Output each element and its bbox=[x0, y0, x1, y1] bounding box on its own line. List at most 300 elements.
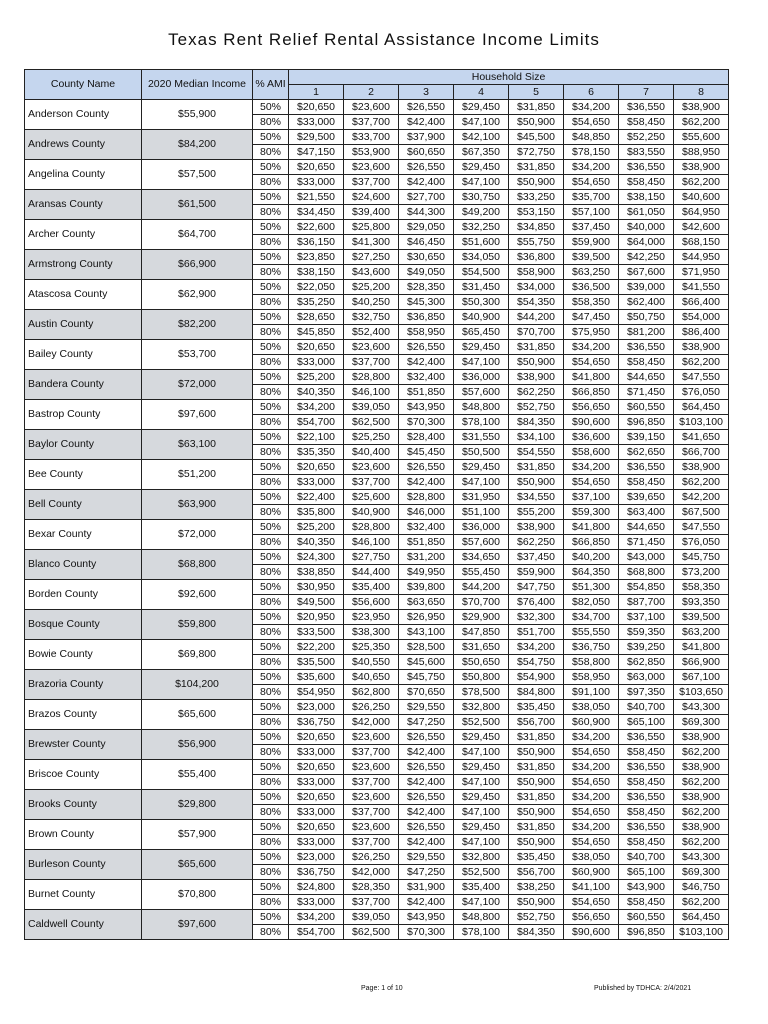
income-limit-cell: $67,600 bbox=[619, 265, 674, 280]
median-income-cell: $57,500 bbox=[142, 160, 253, 190]
income-limit-cell: $54,750 bbox=[509, 655, 564, 670]
income-limit-cell: $29,450 bbox=[454, 790, 509, 805]
median-income-cell: $53,700 bbox=[142, 340, 253, 370]
percent-ami-cell: 80% bbox=[253, 385, 289, 400]
income-limit-cell: $70,300 bbox=[399, 415, 454, 430]
income-limit-cell: $33,000 bbox=[289, 115, 344, 130]
income-limit-cell: $33,000 bbox=[289, 775, 344, 790]
income-limit-cell: $34,200 bbox=[564, 790, 619, 805]
income-limit-cell: $56,600 bbox=[344, 595, 399, 610]
county-name-cell: Bastrop County bbox=[25, 400, 142, 430]
income-limit-cell: $38,050 bbox=[564, 700, 619, 715]
income-limit-cell: $31,850 bbox=[509, 730, 564, 745]
income-limit-cell: $43,000 bbox=[619, 550, 674, 565]
income-limit-cell: $27,750 bbox=[344, 550, 399, 565]
income-limit-cell: $43,600 bbox=[344, 265, 399, 280]
income-limit-cell: $28,650 bbox=[289, 310, 344, 325]
median-income-cell: $84,200 bbox=[142, 130, 253, 160]
income-limit-cell: $40,250 bbox=[344, 295, 399, 310]
income-limit-cell: $103,650 bbox=[674, 685, 729, 700]
table-row bbox=[25, 820, 729, 835]
income-limit-cell: $50,900 bbox=[509, 115, 564, 130]
income-limit-cell: $38,900 bbox=[674, 790, 729, 805]
income-limit-cell: $25,200 bbox=[289, 520, 344, 535]
income-limit-cell: $31,550 bbox=[454, 430, 509, 445]
income-limit-cell: $20,650 bbox=[289, 730, 344, 745]
county-name-cell: Andrews County bbox=[25, 130, 142, 160]
median-income-cell: $62,900 bbox=[142, 280, 253, 310]
percent-ami-cell: 50% bbox=[253, 880, 289, 895]
county-name-cell: Bailey County bbox=[25, 340, 142, 370]
income-limit-cell: $50,650 bbox=[454, 655, 509, 670]
income-limit-cell: $78,150 bbox=[564, 145, 619, 160]
percent-ami-cell: 80% bbox=[253, 415, 289, 430]
income-limit-cell: $26,550 bbox=[399, 760, 454, 775]
household-size-col-header: 7 bbox=[619, 85, 674, 100]
table-row bbox=[25, 490, 729, 505]
income-limit-cell: $23,600 bbox=[344, 760, 399, 775]
income-limit-cell: $67,350 bbox=[454, 145, 509, 160]
household-size-col-header: 2 bbox=[344, 85, 399, 100]
income-limit-cell: $42,600 bbox=[674, 220, 729, 235]
income-limit-cell: $70,700 bbox=[509, 325, 564, 340]
income-limit-cell: $51,850 bbox=[399, 385, 454, 400]
percent-ami-cell: 80% bbox=[253, 115, 289, 130]
income-limit-cell: $62,200 bbox=[674, 355, 729, 370]
percent-ami-cell: 50% bbox=[253, 610, 289, 625]
income-limit-cell: $91,100 bbox=[564, 685, 619, 700]
income-limit-cell: $26,250 bbox=[344, 700, 399, 715]
table-row bbox=[25, 400, 729, 415]
income-limit-cell: $42,400 bbox=[399, 355, 454, 370]
income-limit-cell: $45,500 bbox=[509, 130, 564, 145]
income-limit-cell: $70,300 bbox=[399, 925, 454, 940]
income-limit-cell: $70,700 bbox=[454, 595, 509, 610]
income-limits-table bbox=[24, 69, 729, 940]
income-limit-cell: $62,500 bbox=[344, 415, 399, 430]
income-limit-cell: $42,400 bbox=[399, 175, 454, 190]
median-income-cell: $55,400 bbox=[142, 760, 253, 790]
income-limit-cell: $27,700 bbox=[399, 190, 454, 205]
income-limit-cell: $44,200 bbox=[509, 310, 564, 325]
percent-ami-cell: 50% bbox=[253, 700, 289, 715]
income-limit-cell: $51,600 bbox=[454, 235, 509, 250]
income-limit-cell: $33,250 bbox=[509, 190, 564, 205]
income-limit-cell: $60,550 bbox=[619, 910, 674, 925]
income-limit-cell: $103,100 bbox=[674, 925, 729, 940]
county-name-cell: Blanco County bbox=[25, 550, 142, 580]
income-limit-cell: $23,600 bbox=[344, 100, 399, 115]
income-limit-cell: $31,650 bbox=[454, 640, 509, 655]
percent-ami-cell: 50% bbox=[253, 790, 289, 805]
income-limit-cell: $30,950 bbox=[289, 580, 344, 595]
income-limit-cell: $30,750 bbox=[454, 190, 509, 205]
income-limit-cell: $47,100 bbox=[454, 805, 509, 820]
income-limit-cell: $29,450 bbox=[454, 730, 509, 745]
income-limit-cell: $42,400 bbox=[399, 835, 454, 850]
income-limit-cell: $58,350 bbox=[564, 295, 619, 310]
household-size-header: Household Size bbox=[289, 70, 729, 85]
income-limit-cell: $78,100 bbox=[454, 415, 509, 430]
income-limit-cell: $58,450 bbox=[619, 805, 674, 820]
household-size-col-header: 6 bbox=[564, 85, 619, 100]
income-limit-cell: $36,600 bbox=[564, 430, 619, 445]
income-limit-cell: $35,450 bbox=[509, 850, 564, 865]
income-limit-cell: $22,200 bbox=[289, 640, 344, 655]
median-income-cell: $72,000 bbox=[142, 520, 253, 550]
income-limit-cell: $40,000 bbox=[619, 220, 674, 235]
percent-ami-cell: 80% bbox=[253, 745, 289, 760]
income-limit-cell: $36,750 bbox=[564, 640, 619, 655]
income-limit-cell: $69,300 bbox=[674, 715, 729, 730]
household-size-col-header: 1 bbox=[289, 85, 344, 100]
income-limit-cell: $36,550 bbox=[619, 820, 674, 835]
income-limit-cell: $37,100 bbox=[564, 490, 619, 505]
income-limit-cell: $38,900 bbox=[509, 520, 564, 535]
income-limit-cell: $57,600 bbox=[454, 385, 509, 400]
income-limit-cell: $33,000 bbox=[289, 745, 344, 760]
income-limit-cell: $23,000 bbox=[289, 700, 344, 715]
percent-ami-cell: 80% bbox=[253, 205, 289, 220]
income-limit-cell: $40,700 bbox=[619, 700, 674, 715]
income-limit-cell: $68,150 bbox=[674, 235, 729, 250]
income-limit-cell: $40,350 bbox=[289, 385, 344, 400]
income-limit-cell: $62,200 bbox=[674, 805, 729, 820]
income-limit-cell: $41,650 bbox=[674, 430, 729, 445]
median-income-cell: $65,600 bbox=[142, 700, 253, 730]
income-limit-cell: $71,450 bbox=[619, 385, 674, 400]
income-limit-cell: $58,950 bbox=[399, 325, 454, 340]
income-limit-cell: $58,450 bbox=[619, 355, 674, 370]
income-limit-cell: $58,900 bbox=[509, 265, 564, 280]
income-limit-cell: $23,600 bbox=[344, 730, 399, 745]
income-limit-cell: $42,400 bbox=[399, 895, 454, 910]
income-limit-cell: $50,900 bbox=[509, 895, 564, 910]
county-name-cell: Burnet County bbox=[25, 880, 142, 910]
percent-ami-cell: 50% bbox=[253, 910, 289, 925]
income-limit-cell: $58,800 bbox=[564, 655, 619, 670]
table-row bbox=[25, 700, 729, 715]
income-limit-cell: $46,450 bbox=[399, 235, 454, 250]
income-limit-cell: $45,750 bbox=[399, 670, 454, 685]
income-limit-cell: $42,400 bbox=[399, 115, 454, 130]
income-limit-cell: $73,200 bbox=[674, 565, 729, 580]
income-limit-cell: $37,450 bbox=[509, 550, 564, 565]
income-limit-cell: $68,800 bbox=[619, 565, 674, 580]
income-limit-cell: $23,600 bbox=[344, 340, 399, 355]
income-limit-cell: $24,800 bbox=[289, 880, 344, 895]
table-row bbox=[25, 220, 729, 235]
income-limit-cell: $41,300 bbox=[344, 235, 399, 250]
income-limit-cell: $36,750 bbox=[289, 715, 344, 730]
income-limit-cell: $86,400 bbox=[674, 325, 729, 340]
income-limit-cell: $50,300 bbox=[454, 295, 509, 310]
table-row bbox=[25, 580, 729, 595]
county-name-cell: Bowie County bbox=[25, 640, 142, 670]
income-limit-cell: $50,750 bbox=[619, 310, 674, 325]
income-limit-cell: $52,250 bbox=[619, 130, 674, 145]
income-limit-cell: $44,650 bbox=[619, 520, 674, 535]
county-name-cell: Bosque County bbox=[25, 610, 142, 640]
income-limit-cell: $28,350 bbox=[399, 280, 454, 295]
income-limit-cell: $76,050 bbox=[674, 535, 729, 550]
income-limit-cell: $96,850 bbox=[619, 415, 674, 430]
income-limit-cell: $30,650 bbox=[399, 250, 454, 265]
table-row bbox=[25, 520, 729, 535]
income-limit-cell: $26,550 bbox=[399, 160, 454, 175]
percent-ami-cell: 50% bbox=[253, 160, 289, 175]
income-limit-cell: $49,050 bbox=[399, 265, 454, 280]
income-limit-cell: $36,550 bbox=[619, 340, 674, 355]
income-limit-cell: $47,100 bbox=[454, 475, 509, 490]
published-note: Published by TDHCA: 2/4/2021 bbox=[594, 985, 692, 992]
page-number: Page: 1 of 10 bbox=[361, 985, 403, 992]
income-limit-cell: $35,250 bbox=[289, 295, 344, 310]
table-row bbox=[25, 370, 729, 385]
income-limit-cell: $54,950 bbox=[289, 685, 344, 700]
percent-ami-cell: 50% bbox=[253, 760, 289, 775]
income-limit-cell: $38,900 bbox=[674, 160, 729, 175]
income-limit-cell: $54,650 bbox=[564, 115, 619, 130]
median-income-cell: $55,900 bbox=[142, 100, 253, 130]
percent-ami-cell: 80% bbox=[253, 235, 289, 250]
income-limit-cell: $38,900 bbox=[674, 820, 729, 835]
income-limit-cell: $58,450 bbox=[619, 775, 674, 790]
income-limit-cell: $36,800 bbox=[509, 250, 564, 265]
income-limit-cell: $41,800 bbox=[564, 370, 619, 385]
income-limit-cell: $36,000 bbox=[454, 370, 509, 385]
income-limit-cell: $25,250 bbox=[344, 430, 399, 445]
income-limit-cell: $35,600 bbox=[289, 670, 344, 685]
percent-ami-cell: 50% bbox=[253, 850, 289, 865]
table-row bbox=[25, 310, 729, 325]
income-limit-cell: $63,650 bbox=[399, 595, 454, 610]
income-limit-cell: $52,400 bbox=[344, 325, 399, 340]
income-limit-cell: $50,900 bbox=[509, 775, 564, 790]
income-limit-cell: $37,700 bbox=[344, 475, 399, 490]
income-limit-cell: $34,000 bbox=[509, 280, 564, 295]
income-limit-cell: $42,250 bbox=[619, 250, 674, 265]
income-limit-cell: $76,050 bbox=[674, 385, 729, 400]
income-limit-cell: $20,650 bbox=[289, 160, 344, 175]
income-limit-cell: $41,800 bbox=[674, 640, 729, 655]
county-name-cell: Austin County bbox=[25, 310, 142, 340]
table-row bbox=[25, 670, 729, 685]
household-size-col-header: 3 bbox=[399, 85, 454, 100]
income-limit-cell: $47,850 bbox=[454, 625, 509, 640]
income-limit-cell: $55,750 bbox=[509, 235, 564, 250]
income-limit-cell: $44,400 bbox=[344, 565, 399, 580]
income-limit-cell: $37,700 bbox=[344, 895, 399, 910]
income-limit-cell: $33,000 bbox=[289, 475, 344, 490]
percent-ami-cell: 80% bbox=[253, 295, 289, 310]
income-limit-cell: $27,250 bbox=[344, 250, 399, 265]
income-limit-cell: $66,900 bbox=[674, 655, 729, 670]
median-income-cell: $57,900 bbox=[142, 820, 253, 850]
income-limit-cell: $71,450 bbox=[619, 535, 674, 550]
income-limit-cell: $90,600 bbox=[564, 415, 619, 430]
income-limit-cell: $54,900 bbox=[509, 670, 564, 685]
income-limit-cell: $62,200 bbox=[674, 895, 729, 910]
income-limit-cell: $34,050 bbox=[454, 250, 509, 265]
table-row bbox=[25, 790, 729, 805]
income-limit-cell: $63,000 bbox=[619, 670, 674, 685]
income-limit-cell: $54,000 bbox=[674, 310, 729, 325]
income-limit-cell: $54,650 bbox=[564, 175, 619, 190]
income-limit-cell: $32,300 bbox=[509, 610, 564, 625]
income-limit-cell: $36,500 bbox=[564, 280, 619, 295]
income-limit-cell: $62,650 bbox=[619, 445, 674, 460]
percent-ami-cell: 50% bbox=[253, 100, 289, 115]
income-limit-cell: $35,350 bbox=[289, 445, 344, 460]
income-limit-cell: $37,900 bbox=[399, 130, 454, 145]
table-row bbox=[25, 100, 729, 115]
income-limit-cell: $40,650 bbox=[344, 670, 399, 685]
income-limit-cell: $25,600 bbox=[344, 490, 399, 505]
income-limit-cell: $42,100 bbox=[454, 130, 509, 145]
income-limit-cell: $62,200 bbox=[674, 775, 729, 790]
income-limit-cell: $38,850 bbox=[289, 565, 344, 580]
county-name-cell: Bee County bbox=[25, 460, 142, 490]
income-limit-cell: $38,050 bbox=[564, 850, 619, 865]
income-limit-cell: $36,550 bbox=[619, 760, 674, 775]
income-limit-cell: $97,350 bbox=[619, 685, 674, 700]
income-limit-cell: $51,700 bbox=[509, 625, 564, 640]
income-limit-cell: $50,900 bbox=[509, 835, 564, 850]
income-limit-cell: $34,100 bbox=[509, 430, 564, 445]
income-limit-cell: $78,100 bbox=[454, 925, 509, 940]
income-limit-cell: $38,300 bbox=[344, 625, 399, 640]
income-limit-cell: $42,400 bbox=[399, 475, 454, 490]
income-limit-cell: $66,700 bbox=[674, 445, 729, 460]
percent-ami-cell: 80% bbox=[253, 325, 289, 340]
income-limit-cell: $58,350 bbox=[674, 580, 729, 595]
income-limit-cell: $67,500 bbox=[674, 505, 729, 520]
median-income-cell: $51,200 bbox=[142, 460, 253, 490]
income-limit-cell: $57,100 bbox=[564, 205, 619, 220]
income-limit-cell: $64,450 bbox=[674, 910, 729, 925]
income-limit-cell: $35,400 bbox=[344, 580, 399, 595]
income-limit-cell: $62,800 bbox=[344, 685, 399, 700]
percent-ami-cell: 50% bbox=[253, 340, 289, 355]
income-limit-cell: $20,950 bbox=[289, 610, 344, 625]
income-limit-cell: $58,950 bbox=[564, 670, 619, 685]
income-limit-cell: $47,550 bbox=[674, 370, 729, 385]
county-name-cell: Anderson County bbox=[25, 100, 142, 130]
income-limit-cell: $59,900 bbox=[564, 235, 619, 250]
percent-ami-cell: 80% bbox=[253, 535, 289, 550]
income-limit-cell: $33,000 bbox=[289, 355, 344, 370]
county-name-cell: Brown County bbox=[25, 820, 142, 850]
income-limit-cell: $52,500 bbox=[454, 715, 509, 730]
table-row bbox=[25, 730, 729, 745]
income-limit-cell: $34,200 bbox=[564, 820, 619, 835]
percent-ami-cell: 80% bbox=[253, 445, 289, 460]
income-limit-cell: $26,550 bbox=[399, 100, 454, 115]
income-limit-cell: $87,700 bbox=[619, 595, 674, 610]
income-limit-cell: $40,400 bbox=[344, 445, 399, 460]
income-limit-cell: $83,550 bbox=[619, 145, 674, 160]
income-limit-cell: $25,200 bbox=[344, 280, 399, 295]
income-limit-cell: $29,450 bbox=[454, 460, 509, 475]
income-limit-cell: $62,500 bbox=[344, 925, 399, 940]
income-limit-cell: $62,250 bbox=[509, 385, 564, 400]
income-limit-cell: $39,500 bbox=[674, 610, 729, 625]
income-limit-cell: $46,100 bbox=[344, 385, 399, 400]
income-limit-cell: $33,000 bbox=[289, 835, 344, 850]
income-limit-cell: $65,450 bbox=[454, 325, 509, 340]
income-limit-cell: $20,650 bbox=[289, 340, 344, 355]
income-limit-cell: $66,850 bbox=[564, 535, 619, 550]
income-limit-cell: $40,600 bbox=[674, 190, 729, 205]
income-limit-cell: $54,500 bbox=[454, 265, 509, 280]
percent-ami-cell: 80% bbox=[253, 715, 289, 730]
income-limit-cell: $39,000 bbox=[619, 280, 674, 295]
income-limit-cell: $59,900 bbox=[509, 565, 564, 580]
percent-ami-cell: 80% bbox=[253, 475, 289, 490]
income-limit-cell: $33,700 bbox=[344, 130, 399, 145]
income-limit-cell: $62,250 bbox=[509, 535, 564, 550]
percent-ami-cell: 50% bbox=[253, 280, 289, 295]
percent-ami-cell: 80% bbox=[253, 775, 289, 790]
income-limit-cell: $31,850 bbox=[509, 820, 564, 835]
household-size-col-header: 5 bbox=[509, 85, 564, 100]
income-limit-cell: $53,900 bbox=[344, 145, 399, 160]
income-limit-cell: $51,100 bbox=[454, 505, 509, 520]
percent-ami-cell: 50% bbox=[253, 370, 289, 385]
income-limit-cell: $51,850 bbox=[399, 535, 454, 550]
income-limit-cell: $34,450 bbox=[289, 205, 344, 220]
county-name-cell: Brazos County bbox=[25, 700, 142, 730]
income-limit-cell: $84,350 bbox=[509, 415, 564, 430]
income-limit-cell: $31,850 bbox=[509, 760, 564, 775]
income-limit-cell: $23,950 bbox=[344, 610, 399, 625]
median-income-cell: $92,600 bbox=[142, 580, 253, 610]
median-income-cell: $82,200 bbox=[142, 310, 253, 340]
income-limit-cell: $29,450 bbox=[454, 760, 509, 775]
income-limit-cell: $26,550 bbox=[399, 340, 454, 355]
income-limit-cell: $42,000 bbox=[344, 715, 399, 730]
income-limit-cell: $38,900 bbox=[674, 730, 729, 745]
income-limit-cell: $47,100 bbox=[454, 895, 509, 910]
income-limit-cell: $65,100 bbox=[619, 715, 674, 730]
median-income-header: 2020 Median Income bbox=[142, 70, 253, 100]
income-limit-cell: $29,450 bbox=[454, 160, 509, 175]
income-limit-cell: $23,600 bbox=[344, 160, 399, 175]
income-limit-cell: $58,450 bbox=[619, 895, 674, 910]
income-limit-cell: $39,800 bbox=[399, 580, 454, 595]
table-row bbox=[25, 550, 729, 565]
income-limit-cell: $45,450 bbox=[399, 445, 454, 460]
income-limit-cell: $24,300 bbox=[289, 550, 344, 565]
income-limit-cell: $71,950 bbox=[674, 265, 729, 280]
income-limit-cell: $50,800 bbox=[454, 670, 509, 685]
percent-ami-cell: 80% bbox=[253, 595, 289, 610]
income-limit-cell: $65,100 bbox=[619, 865, 674, 880]
income-limit-cell: $47,250 bbox=[399, 715, 454, 730]
income-limit-cell: $40,200 bbox=[564, 550, 619, 565]
income-limit-cell: $33,500 bbox=[289, 625, 344, 640]
income-limit-cell: $40,900 bbox=[454, 310, 509, 325]
income-limit-cell: $34,200 bbox=[564, 460, 619, 475]
income-limit-cell: $63,200 bbox=[674, 625, 729, 640]
income-limit-cell: $57,600 bbox=[454, 535, 509, 550]
income-limit-cell: $46,100 bbox=[344, 535, 399, 550]
income-limit-cell: $62,200 bbox=[674, 475, 729, 490]
income-limit-cell: $93,350 bbox=[674, 595, 729, 610]
percent-ami-cell: 80% bbox=[253, 265, 289, 280]
percent-ami-cell: 80% bbox=[253, 805, 289, 820]
